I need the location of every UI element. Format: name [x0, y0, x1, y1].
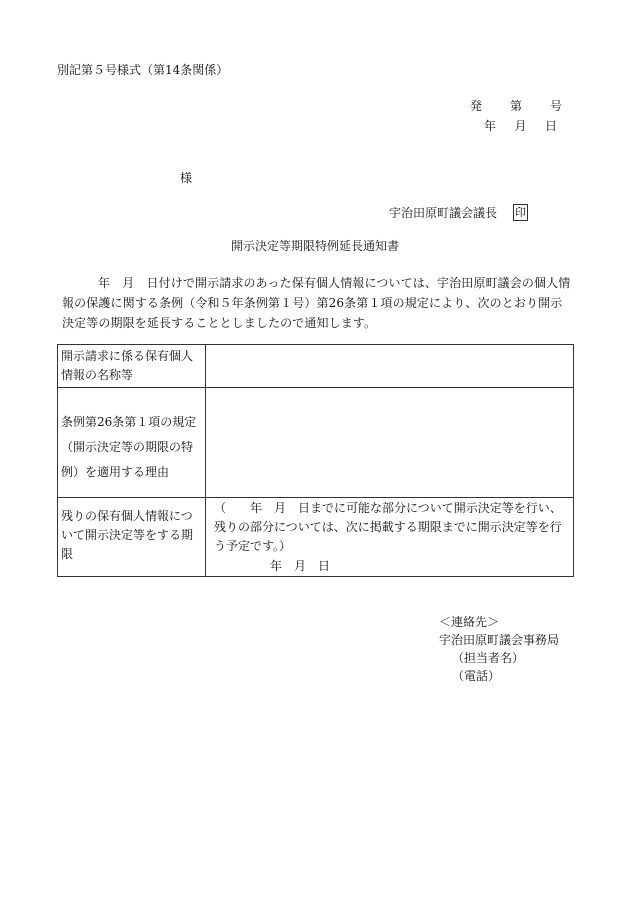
document-date [484, 119, 557, 133]
deadline-text: （ 年 月 日までに可能な部分について開示決定等を行い、残りの部分については、次に掲載する期限までに開示決定等を行う予定です。） [214, 501, 562, 553]
table-row [58, 498, 574, 577]
form-label: 別記第５号様式（第14条関係） [57, 63, 229, 77]
info-table [57, 344, 574, 577]
contact-heading: ＜連絡先＞ [439, 615, 500, 629]
addressee-suffix: 様 [180, 171, 193, 185]
issuer-name: 宇治田原町議会議長 [389, 206, 498, 220]
contact-person: （担当者名） [452, 651, 525, 665]
document-number-issue: 発 [470, 99, 483, 113]
document-date-year: 年 [484, 119, 497, 133]
document-title: 開示決定等期限特例延長通知書 [230, 239, 399, 253]
contact-office: 宇治田原町議会事務局 [439, 633, 560, 647]
info-name-label: 開示請求に係る保有個人情報の名称等 [61, 349, 194, 382]
document-date-month: 月 [514, 119, 527, 133]
document-number-go: 号 [549, 99, 562, 113]
table-label-cell [58, 388, 206, 498]
table-row [58, 388, 574, 498]
deadline-label: 残りの保有個人情報について開示決定等をする期限 [61, 509, 194, 561]
table-label-cell [58, 498, 206, 577]
contact-phone: （電話） [452, 669, 501, 683]
info-name-value [206, 345, 574, 388]
deadline-value [206, 498, 574, 577]
reason-value [206, 388, 574, 498]
reason-label: 条例第26条第１項の規定（開示決定等の期限の特例）を適用する理由 [61, 415, 197, 479]
document-number-dai: 第 [509, 99, 522, 113]
document-date-day: 日 [544, 119, 557, 133]
body-text: 年 月 日付けで開示請求のあった保有個人情報については、宇治田原町議会の個人情報の保護に関する条例（令和５年条例第１号）第26条第１項の規定により、次のとおり開示決定等の期限を延長することとしましたので通知します。 [62, 276, 571, 330]
table-label-cell [58, 345, 206, 388]
seal-box: 印 [515, 206, 526, 219]
deadline-date: 年 月 日 [270, 559, 331, 573]
table-row [58, 345, 574, 388]
document-number [470, 99, 562, 113]
